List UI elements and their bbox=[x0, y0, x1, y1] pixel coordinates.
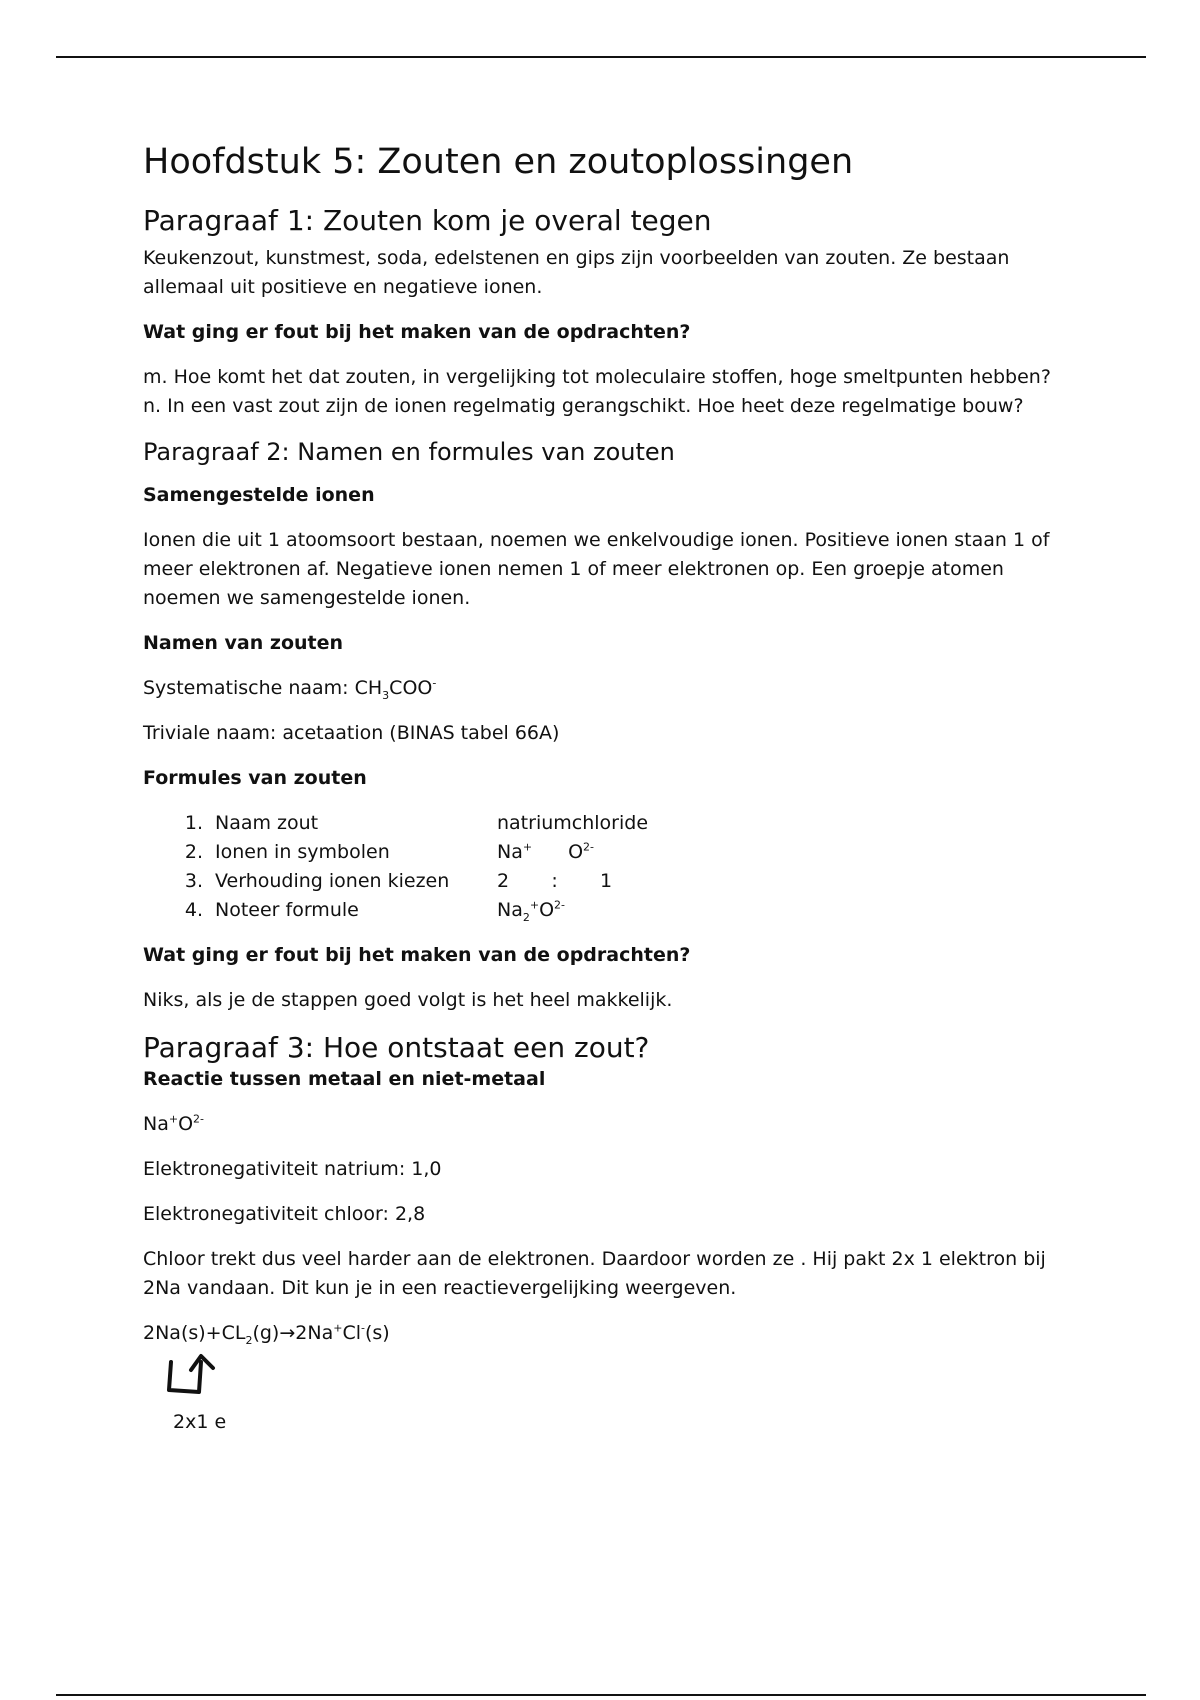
electronegativity-na: Elektronegativiteit natrium: 1,0 bbox=[143, 1158, 442, 1180]
electron-transfer-diagram bbox=[143, 1348, 1073, 1458]
intro-text: Keukenzout, kunstmest, soda, edelstenen en gips zijn voorbeelden van zouten. Ze bestaan allemaal uit positieve en negatieve ionen. bbox=[143, 247, 1010, 298]
list-item: 1. Naam zout natriumchloride bbox=[184, 812, 649, 834]
subheading-formules: Formules van zouten bbox=[143, 767, 367, 789]
list-item: 2. Ionen in symbolen Na+ $O^{2-}$ bbox=[184, 840, 595, 863]
trivial-name: Triviale naam: acetaation (BINAS tabel 66A) bbox=[143, 722, 560, 744]
electronegativity-cl: Elektronegativiteit chloor: 2,8 bbox=[143, 1203, 426, 1225]
explanation-text: Chloor trekt dus veel harder aan de elektronen. Daardoor worden ze . Hij pakt 2x 1 elektron bij 2Na vandaan. Dit kun je in een reactievergelijking weergeven. bbox=[143, 1248, 1046, 1299]
answer-text: Niks, als je de stappen goed volgt is het heel makkelijk. bbox=[143, 989, 673, 1011]
subheading-namen: Namen van zouten bbox=[143, 632, 344, 654]
subheading-reactie: Reactie tussen metaal en niet-metaal bbox=[143, 1068, 546, 1090]
reaction-equation: $2Na(s)+CL_2(g)\to 2Na^+Cl^-(s)$ bbox=[143, 1321, 390, 1347]
bottom-rule bbox=[56, 1694, 1146, 1696]
section-heading-2: Paragraaf 2: Namen en formules van zouten bbox=[143, 438, 675, 466]
top-rule bbox=[56, 56, 1146, 58]
formula-steps-list bbox=[143, 809, 1073, 925]
ionen-text: Ionen die uit 1 atoomsoort bestaan, noemen we enkelvoudige ionen. Positieve ionen staan 1 of meer elektronen af. Negatieve ionen nemen 1 of meer elektronen op. Een groepje atomen noemen we samengestelde ionen. bbox=[143, 529, 1050, 609]
section-heading-3: Paragraaf 3: Hoe ontstaat een zout? bbox=[143, 1031, 650, 1064]
list-item: 4. Noteer formule $Na_2^+O^{2-}$ bbox=[184, 898, 566, 924]
question-n: n. In een vast zout zijn de ionen regelmatig gerangschikt. Hoe heet deze regelmatige bouw? bbox=[143, 395, 1024, 417]
question-heading: Wat ging er fout bij het maken van de opdrachten? bbox=[143, 321, 691, 343]
document-body bbox=[143, 140, 1073, 1458]
subheading-samengestelde-ionen: Samengestelde ionen bbox=[143, 484, 375, 506]
electron-transfer-arrow-icon bbox=[165, 1332, 245, 1412]
electron-label: 2x1 e bbox=[173, 1411, 227, 1433]
question-m: m. Hoe komt het dat zouten, in vergelijking tot moleculaire stoffen, hoge smeltpunten hebben? bbox=[143, 366, 1051, 388]
formula-na-o: $Na^+O^{2-}$ bbox=[143, 1112, 205, 1135]
systematic-name: Systematische naam: $CH_3COO^-$ bbox=[143, 676, 437, 702]
question-list bbox=[143, 363, 1073, 421]
question-heading-2: Wat ging er fout bij het maken van de opdrachten? bbox=[143, 944, 691, 966]
list-item: 3. Verhouding ionen kiezen 2 : 1 bbox=[184, 870, 613, 892]
section-heading-1: Paragraaf 1: Zouten kom je overal tegen bbox=[143, 204, 712, 237]
document-title: Hoofdstuk 5: Zouten en zoutoplossingen bbox=[143, 142, 854, 182]
